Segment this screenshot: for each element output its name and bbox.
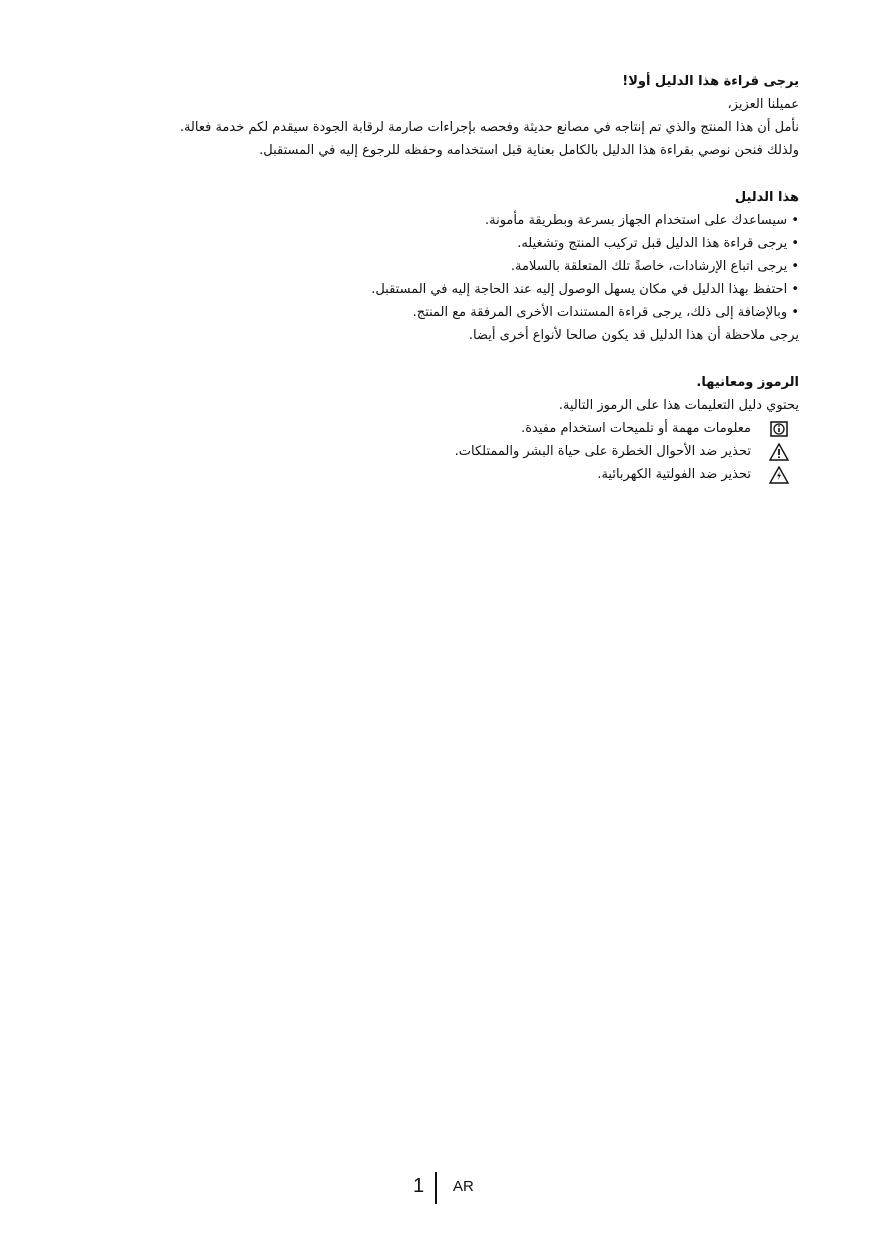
symbol-description: معلومات مهمة أو تلميحات استخدام مفيدة. (521, 421, 751, 436)
symbols-section (79, 371, 799, 486)
manual-bullet: • يرجى اتباع الإرشادات، خاصةً تلك المتعلقة بالسلامة. (510, 259, 799, 274)
page-number: 1 (413, 1175, 425, 1197)
manual-bullet: • وبالإضافة إلى ذلك، يرجى قراءة المستندات الأخرى المرفقة مع المنتج. (412, 305, 799, 320)
intro-section (79, 70, 799, 162)
warning-triangle-icon (769, 443, 789, 461)
electric-hazard-icon (769, 466, 789, 484)
intro-title: يرجى قراءة هذا الدليل أولا! (622, 74, 799, 89)
footer-divider (435, 1172, 437, 1204)
manual-bullet: • سيساعدك على استخدام الجهاز بسرعة وبطريقة مأمونة. (485, 213, 799, 228)
symbol-row-warning (79, 440, 799, 463)
manual-section (79, 186, 799, 347)
page-footer (0, 1172, 875, 1210)
manual-bullet: • يرجى قراءة هذا الدليل قبل تركيب المنتج وتشغيله. (517, 236, 799, 251)
info-icon (769, 420, 789, 438)
language-code: AR (453, 1178, 474, 1195)
intro-paragraph-line: ولذلك فنحن نوصي بقراءة هذا الدليل بالكامل بعناية قبل استخدامه وحفظه للرجوع إليه في المستقبل. (259, 143, 799, 158)
greeting-line: عميلنا العزيز، (727, 97, 799, 112)
symbol-row-info (79, 417, 799, 440)
symbol-description: تحذير ضد الأحوال الخطرة على حياة البشر والممتلكات. (454, 444, 751, 459)
manual-note: يرجى ملاحظة أن هذا الدليل قد يكون صالحا لأنواع أخرى أيضا. (468, 328, 799, 343)
symbol-row-electric (79, 463, 799, 486)
intro-paragraph-line: نأمل أن هذا المنتج والذي تم إنتاجه في مصانع حديثة وفحصه بإجراءات صارمة لرقابة الجودة سيقدم لكم خدمة فعالة. (179, 120, 799, 135)
page-content (79, 70, 799, 510)
symbols-title: الرموز ومعانيها. (696, 375, 799, 390)
manual-title: هذا الدليل (734, 190, 799, 205)
symbols-intro: يحتوي دليل التعليمات هذا على الرموز التالية. (558, 398, 799, 413)
manual-bullet: • احتفظ بهذا الدليل في مكان يسهل الوصول إليه عند الحاجة إليه في المستقبل. (371, 282, 799, 297)
symbol-description: تحذير ضد الفولتية الكهربائية. (597, 467, 751, 482)
